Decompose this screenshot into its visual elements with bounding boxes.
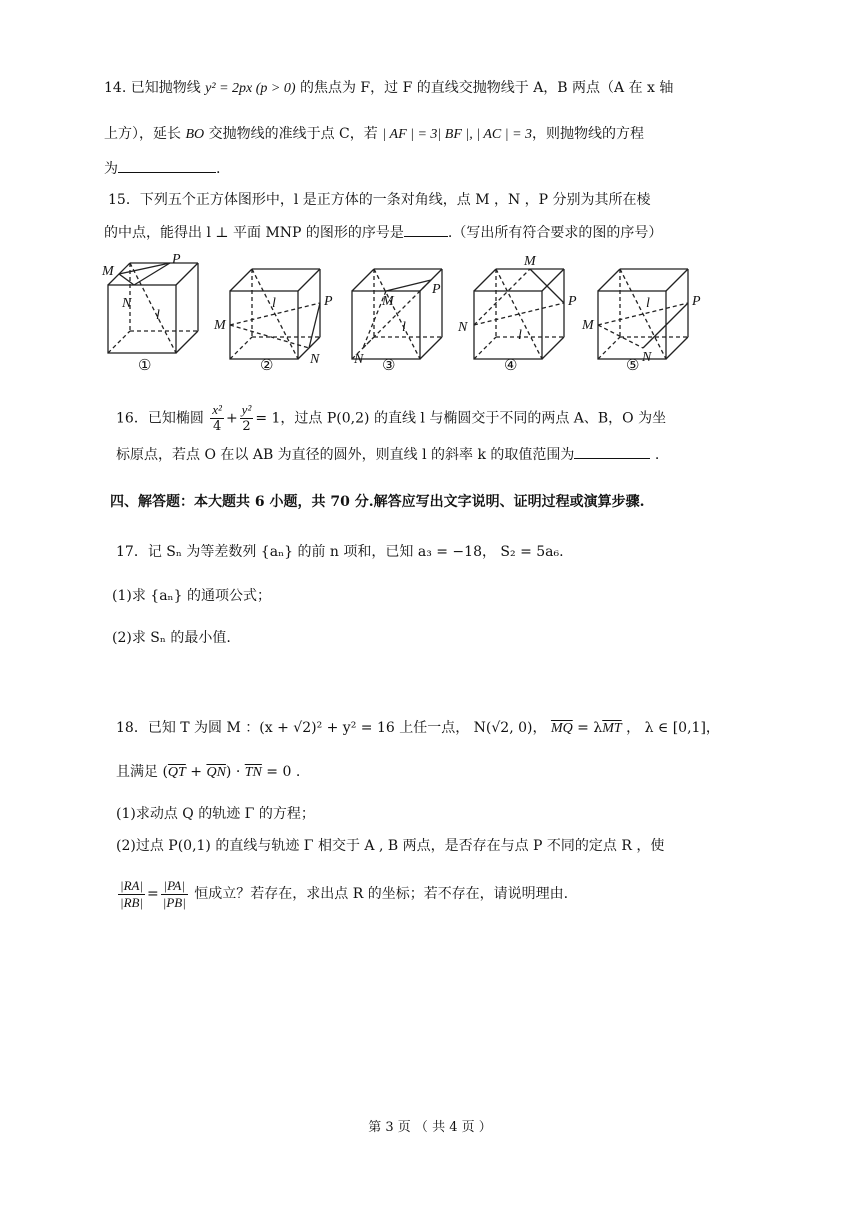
- cube3-label-m: M: [382, 294, 394, 309]
- q15-line1: 15．下列五个正方体图形中，l 是正方体的一条对角线，点 M ，N ，P 分别为其所在棱: [108, 192, 651, 208]
- q18-text: 且满足 (: [116, 764, 168, 780]
- q16-plus: +: [225, 410, 238, 427]
- q15-answer-blank[interactable]: [404, 222, 448, 237]
- page-footer: 第 3 页 （ 共 4 页 ）: [368, 1120, 492, 1135]
- cube1-label-m: M: [102, 264, 114, 279]
- cube2-label-p: P: [324, 294, 333, 309]
- q14-text: 的焦点为 F，过 F 的直线交抛物线于 A，B 两点（A 在 x 轴: [295, 80, 674, 96]
- q18-vector-qn: $\overline{QN}$: [206, 765, 226, 780]
- section-4-heading: 四、解答题：本大题共 6 小题，共 70 分.解答应写出文字说明、证明过程或演算步骤.: [110, 494, 645, 510]
- cube2-label-l: l: [272, 296, 276, 311]
- q18-text: 18．已知 T 为圆 M ：(x + √2)² + y² = 16 上任一点， N(√2, 0)，: [116, 720, 551, 736]
- q18-text: ， λ ∈ [0,1]，: [621, 720, 720, 736]
- q16-text: 16．已知椭圆: [116, 410, 209, 427]
- cube2-label-m: M: [214, 318, 226, 333]
- cube1-label-l: l: [156, 308, 160, 323]
- q18-text: +: [185, 764, 207, 780]
- cube3-label-p: P: [432, 282, 441, 297]
- cube-2: [213, 269, 333, 367]
- q15-line2: [104, 222, 662, 243]
- q16-text: = 1，过点 P(0,2) 的直线 l 与椭圆交于不同的两点 A、B，O 为坐: [255, 410, 667, 427]
- q16-text: 标原点，若点 O 在以 AB 为直径的圆外，则直线 l 的斜率 k 的取值范围为: [116, 447, 575, 463]
- q15-text: .（写出所有符合要求的图的序号）: [447, 225, 663, 241]
- q17-part1: (1)求 {aₙ} 的通项公式；: [112, 588, 271, 604]
- q18-fraction-ra-rb: $\frac{|RA|}{|RB|}$: [120, 877, 144, 910]
- q14-text: 交抛物线的准线于点 C，若: [204, 126, 383, 142]
- q14-text: ，则抛物线的方程: [532, 126, 645, 142]
- figure-label-3: ③: [382, 356, 396, 374]
- cube-4: [457, 254, 577, 359]
- q14-text: 14. 已知抛物线: [104, 80, 206, 96]
- figure-label-4: ④: [504, 356, 518, 374]
- cube3-label-n: N: [354, 352, 364, 367]
- cube4-label-l: l: [518, 328, 522, 343]
- q14-line3: [104, 158, 220, 179]
- cube5-label-n: N: [642, 350, 652, 365]
- q14-line1: [104, 78, 673, 99]
- cube5-label-l: l: [646, 296, 650, 311]
- q17-part2: (2)求 Sₙ 的最小值.: [112, 630, 231, 646]
- q18-text: = λ: [572, 720, 603, 736]
- figure-label-1: ①: [138, 356, 152, 374]
- cube4-label-m: M: [524, 254, 536, 269]
- q18-line2: [116, 762, 300, 783]
- q14-answer-blank[interactable]: [118, 158, 216, 173]
- q18-vector-tn: $\overline{TN}$: [244, 765, 262, 780]
- q18-text: 恒成立？若存在，求出点 R 的坐标；若不存在，请说明理由.: [189, 886, 569, 902]
- q16-line2: [116, 444, 659, 465]
- cube-3: [352, 269, 442, 367]
- q18-fraction-pa-pb: $\frac{|PA|}{|PB|}$: [162, 877, 186, 910]
- cube4-label-p: P: [568, 294, 577, 309]
- q16-line1: [116, 402, 666, 435]
- cube4-label-n: N: [458, 320, 468, 335]
- q14-text: .: [216, 161, 221, 177]
- cube2-label-n: N: [310, 352, 320, 367]
- q18-part2-ratio: [116, 874, 568, 914]
- q18-vector-qt: $\overline{QT}$: [167, 765, 186, 780]
- cube-1: [101, 252, 198, 353]
- q15-text: 的中点，能得出 l ⊥ 平面 MNP 的图形的序号是: [104, 225, 404, 241]
- cube5-label-m: M: [582, 318, 594, 333]
- q18-text: = 0 .: [261, 764, 301, 780]
- q16-text: .: [650, 447, 660, 463]
- q16-fraction-x: $\frac{\text{x²}}{4}$: [212, 402, 222, 434]
- q14-text: 上方），延长: [104, 126, 186, 142]
- q14-condition: | AF | = 3| BF |, | AC | = 3: [382, 127, 533, 142]
- q16-answer-blank[interactable]: [574, 444, 650, 459]
- q14-line2: [104, 124, 644, 145]
- q18-vector-mt: $\overline{MT}$: [602, 721, 622, 736]
- q18-part2: (2)过点 P(0,1) 的直线与轨迹 Γ 相交于 A , B 两点，是否存在与点 P 不同的定点 R ，使: [116, 838, 665, 854]
- cube5-label-p: P: [692, 294, 701, 309]
- q14-parabola-equation: y² = 2px (p > 0): [205, 81, 296, 96]
- q18-text: ) ·: [225, 764, 245, 780]
- q18-part1: (1)求动点 Q 的轨迹 Γ 的方程；: [116, 806, 315, 822]
- cube1-label-n: N: [122, 296, 132, 311]
- cube1-label-p: P: [172, 252, 181, 267]
- q14-segment-bo: BO: [185, 127, 205, 142]
- q14-text: 为: [104, 161, 118, 177]
- q18-equals: =: [147, 886, 159, 902]
- q18-line1: [116, 718, 720, 739]
- figure-label-2: ②: [260, 356, 274, 374]
- q16-fraction-y: $\frac{\text{y²}}{2}$: [241, 402, 252, 434]
- q17-line1: 17．记 Sₙ 为等差数列 {aₙ} 的前 n 项和，已知 a₃ = −18， S₂ = 5a₆.: [116, 544, 564, 560]
- figure-label-5: ⑤: [626, 356, 640, 374]
- cube-5: [581, 269, 701, 365]
- q18-vector-mq: $\overline{MQ}$: [550, 721, 573, 736]
- cube3-label-l: l: [402, 320, 406, 335]
